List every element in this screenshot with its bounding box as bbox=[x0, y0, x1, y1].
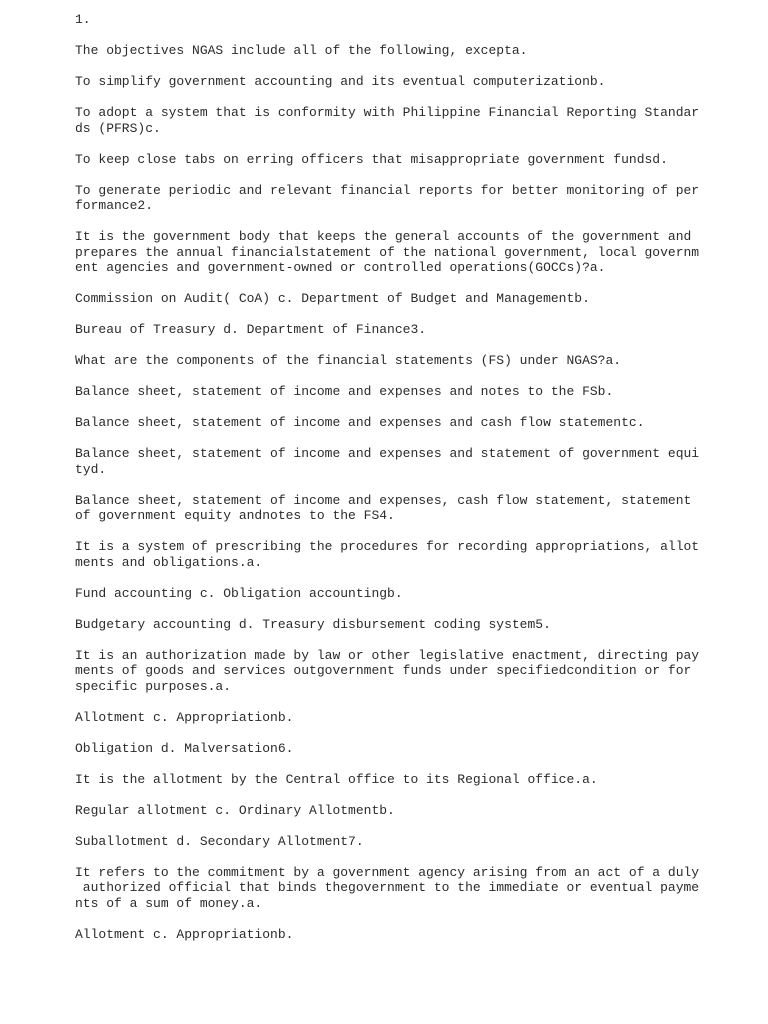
text-line-q1-stem: The objectives NGAS include all of the following, excepta. bbox=[75, 43, 528, 58]
text-line-q3-stem: What are the components of the financial statements (FS) under NGAS?a. bbox=[75, 353, 622, 368]
text-line-q6-options: Suballotment d. Secondary Allotment7. bbox=[75, 833, 364, 849]
text-line-q3-option: Balance sheet, statement of income and expenses, cash flow statement, statement of government equity andnotes to the FS4. bbox=[75, 492, 692, 523]
text-line-q7-options: Allotment c. Appropriationb. bbox=[75, 926, 294, 942]
text-line-q1-number: 1. bbox=[75, 12, 91, 27]
text-line-q7-stem: It refers to the commitment by a government agency arising from an act of a duly authorized official that binds thegovernment to the immediate or eventual payme nts of a sum of money.a. bbox=[75, 864, 700, 911]
document-page bbox=[75, 12, 700, 958]
text-line-q1-option: To simplify government accounting and its eventual computerizationb. bbox=[75, 74, 606, 89]
text-line-q1-option: To generate periodic and relevant financial reports for better monitoring of per formance2. bbox=[75, 182, 700, 213]
text-line-q6-options: Regular allotment c. Ordinary Allotmentb. bbox=[75, 802, 395, 818]
text-line-q1-option: To keep close tabs on erring officers that misappropriate government fundsd. bbox=[75, 151, 668, 167]
text-line-q1-option: To adopt a system that is conformity with Philippine Financial Reporting Standar ds (PFRS)c. bbox=[75, 105, 700, 136]
text-line-q3-option: Balance sheet, statement of income and expenses and notes to the FSb. bbox=[75, 384, 614, 399]
text-line-q4-stem: It is a system of prescribing the procedures for recording appropriations, allot ments and obligations.a. bbox=[75, 539, 700, 570]
text-line-q3-option: Balance sheet, statement of income and expenses and statement of government equi tyd. bbox=[75, 446, 700, 477]
text-line-q2-stem: It is the government body that keeps the general accounts of the government and prepares the annual financialstatement of the national government, local governm ent agencies and government-owned or controlled operations(GOCCs)?a. bbox=[75, 229, 700, 275]
text-line-q2-options: Bureau of Treasury d. Department of Finance3. bbox=[75, 322, 427, 337]
text-line-q2-options: Commission on Audit( CoA) c. Department of Budget and Managementb. bbox=[75, 291, 590, 306]
text-line-q5-options: Allotment c. Appropriationb. bbox=[75, 709, 294, 725]
text-line-q4-options: Budgetary accounting d. Treasury disbursement coding system5. bbox=[75, 616, 551, 632]
text-line-q5-stem: It is an authorization made by law or other legislative enactment, directing pay ments of goods and services outgovernment funds under specifiedcondition or for specific purposes.a. bbox=[75, 647, 700, 694]
text-line-q5-options: Obligation d. Malversation6. bbox=[75, 740, 294, 756]
text-line-q3-option: Balance sheet, statement of income and expenses and cash flow statementc. bbox=[75, 415, 645, 430]
text-line-q6-stem: It is the allotment by the Central office to its Regional office.a. bbox=[75, 771, 598, 787]
text-line-q4-options: Fund accounting c. Obligation accountingb. bbox=[75, 585, 403, 601]
